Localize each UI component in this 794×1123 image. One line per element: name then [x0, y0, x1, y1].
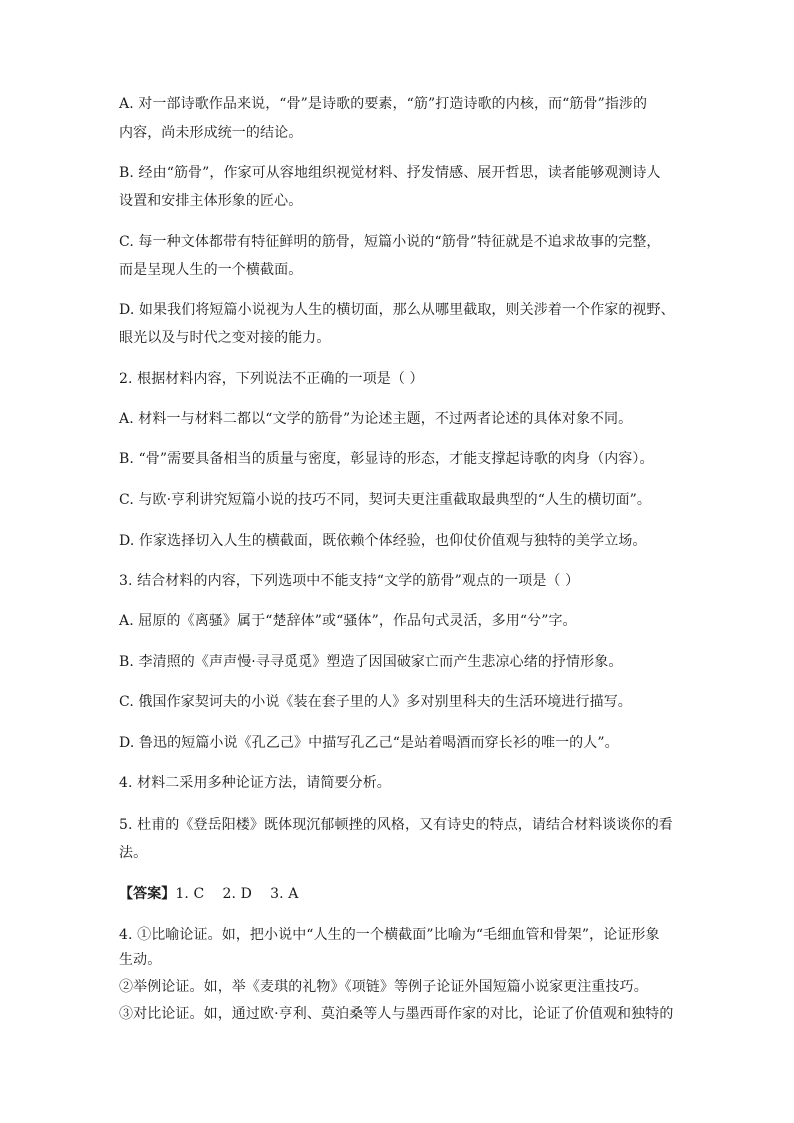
answer-row — [119, 883, 679, 905]
answer-choices: 1. C 2. D 3. A — [175, 886, 299, 902]
q1-option-d-line1: D. 如果我们将短篇小说视为人生的横切面，那么从哪里截取，则关涉着一个作家的视野、 — [119, 302, 675, 318]
q1-option-b-line1: B. 经由“筋骨”，作家可从容地组织视觉材料、抒发情感、展开哲思，读者能够观测诗人 — [119, 165, 661, 181]
q1-option-a-line1: A. 对一部诗歌作品来说，“骨”是诗歌的要素，“筋”打造诗歌的内核，而“筋骨”指涉的 — [119, 96, 648, 112]
q5-line1: 5. 杜甫的《登岳阳楼》既体现沉郁顿挫的风格，又有诗史的特点，请结合材料谈谈你的看 — [119, 817, 673, 833]
q2-option-b: B. “骨”需要具备相当的质量与密度，彰显诗的形态，才能支撑起诗歌的肉身（内容）。 — [119, 451, 654, 467]
q2-option-c: C. 与欧·亨利讲究短篇小说的技巧不同，契诃夫更注重截取最典型的“人生的横切面”。 — [119, 492, 651, 508]
answer-q4-line4: ③对比论证。如，通过欧·亨利、莫泊桑等人与墨西哥作家的对比，论证了价值观和独特的 — [119, 1006, 674, 1022]
q2-option-d: D. 作家选择切入人生的横截面，既依赖个体经验，也仰仗价值观与独特的美学立场。 — [119, 533, 647, 549]
q3-stem: 3. 结合材料的内容，下列选项中不能支持“文学的筋骨”观点的一项是（ ） — [119, 573, 580, 589]
q2-option-a: A. 材料一与材料二都以“文学的筋骨”为论述主题，不过两者论述的具体对象不同。 — [119, 411, 633, 427]
answer-q4-line2: 生动。 — [119, 952, 162, 968]
q1-option-b-line2: 设置和安排主体形象的匠心。 — [119, 193, 303, 209]
q1-option-d-line2: 眼光以及与时代之变对接的能力。 — [119, 330, 331, 346]
q1-option-c-line2: 而是呈现人生的一个横截面。 — [119, 262, 303, 278]
q5-line2: 法。 — [119, 845, 148, 861]
answer-label: 【答案】 — [119, 886, 176, 902]
q1-option-c-line1: C. 每一种文体都带有特征鲜明的筋骨，短篇小说的“筋骨”特征就是不追求故事的完整， — [119, 234, 661, 250]
q4-stem: 4. 材料二采用多种论证方法，请简要分析。 — [119, 775, 391, 791]
q3-option-d: D. 鲁迅的短篇小说《孔乙己》中描写孔乙己“是站着喝酒而穿长衫的唯一的人”。 — [119, 735, 619, 751]
q2-stem: 2. 根据材料内容，下列说法不正确的一项是（ ） — [119, 371, 424, 387]
q1-option-a-line2: 内容，尚未形成统一的结论。 — [119, 125, 303, 141]
q3-option-a: A. 屈原的《离骚》属于“楚辞体”或“骚体”，作品句式灵活，多用“兮”字。 — [119, 613, 577, 629]
answer-q4-line1: 4. ①比喻论证。如，把小说中“人生的一个横截面”比喻为“毛细血管和骨架”，论证形象 — [119, 927, 660, 943]
answer-q4-line3: ②举例论证。如，举《麦琪的礼物》《项链》等例子论证外国短篇小说家更注重技巧。 — [119, 979, 648, 995]
q3-option-b: B. 李清照的《声声慢·寻寻觅觅》塑造了因国破家亡而产生悲凉心绪的抒情形象。 — [119, 654, 623, 670]
q3-option-c: C. 俄国作家契诃夫的小说《装在套子里的人》多对别里科夫的生活环境进行描写。 — [119, 694, 632, 710]
